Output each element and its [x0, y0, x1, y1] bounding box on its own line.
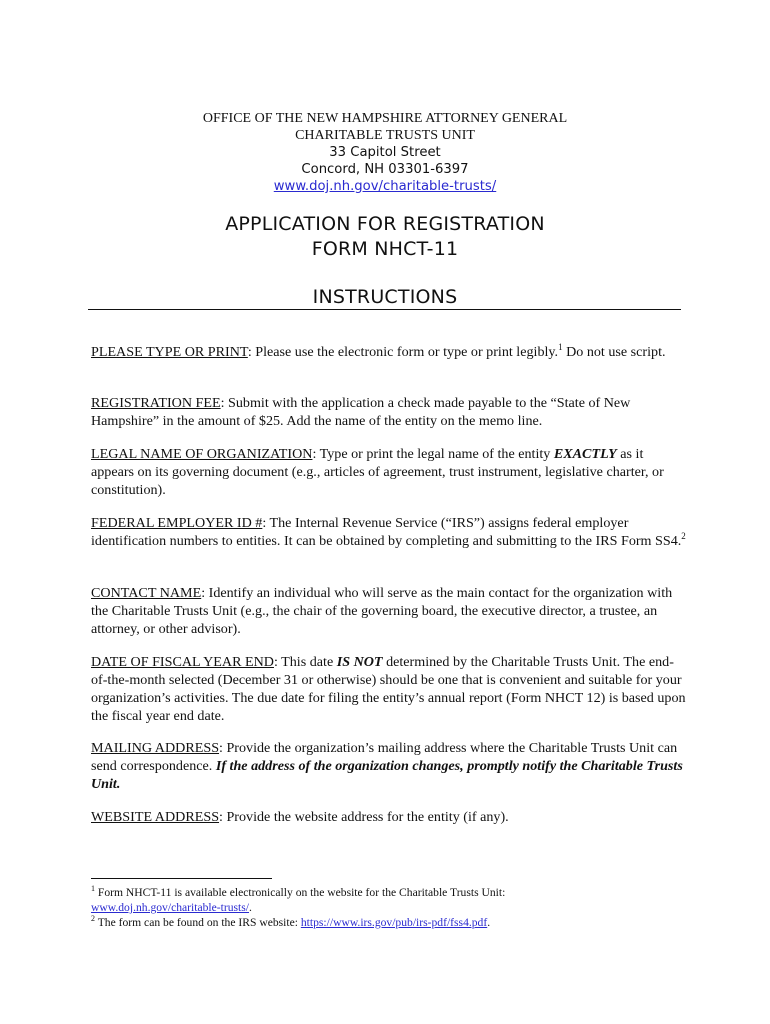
- footnote-link[interactable]: www.doj.nh.gov/charitable-trusts/: [91, 901, 249, 914]
- instruction-text: : Provide the website address for the entity (if any).: [219, 809, 509, 825]
- footnote-number: 1: [91, 884, 95, 893]
- instruction-text: : Identify an individual who will serve as the main contact for the organization with the Charitable Trusts Unit (e.g., the chair of the governing board, the executive director, a trustee, an attorney, or other advisor).: [91, 585, 673, 637]
- unit-name: CHARITABLE TRUSTS UNIT: [295, 128, 475, 143]
- instruction-contact-name: [91, 584, 686, 638]
- instruction-heading: REGISTRATION FEE: [91, 395, 221, 411]
- footnote-number: 2: [91, 914, 95, 923]
- footnote-ref: 1: [558, 342, 563, 352]
- website-row: [0, 178, 770, 195]
- form-title: APPLICATION FOR REGISTRATION: [225, 213, 545, 235]
- instruction-mailing-address: [91, 739, 686, 793]
- footnote-text: .: [487, 916, 491, 929]
- instruction-heading: WEBSITE ADDRESS: [91, 809, 220, 825]
- city-address: Concord, NH 03301-6397: [301, 162, 469, 177]
- instruction-heading: CONTACT NAME: [91, 585, 202, 601]
- form-number: FORM NHCT-11: [311, 238, 459, 260]
- instruction-registration-fee: [91, 394, 686, 430]
- instruction-text: : This date: [273, 654, 337, 670]
- footnote-link[interactable]: https://www.irs.gov/pub/irs-pdf/fss4.pdf: [300, 916, 488, 929]
- instruction-text: : Submit with the application a check made payable to the “State of New Hampshire” in the amount of $25. Add the name of the entity on the memo line.: [91, 395, 631, 429]
- instruction-heading: MAILING ADDRESS: [91, 740, 220, 756]
- footnote-text: The form can be found on the IRS website:: [95, 916, 301, 929]
- instruction-text: : Type or print the legal name of the entity: [312, 446, 554, 462]
- footnote-divider: [91, 878, 272, 879]
- instruction-federal-id: [91, 514, 686, 550]
- footnote-ref: 2: [681, 531, 686, 541]
- instruction-fiscal-year: [91, 653, 686, 725]
- footnote-2: [91, 915, 651, 930]
- instruction-text: : Provide the organization’s mailing address where the Charitable Trusts Unit can send correspondence.: [91, 740, 678, 774]
- emphasis-text: EXACTLY: [553, 446, 617, 462]
- section-divider: [88, 309, 681, 310]
- instruction-text: determined by the Charitable Trusts Unit. The end-of-the-month selected (December 31 or otherwise) should be one that is convenient and suitable for your organization’s activities. The due date for filing the entity’s annual report (Form NHCT 12) is based upon the fiscal year end date.: [91, 654, 686, 724]
- emphasis-text: IS NOT: [336, 654, 383, 670]
- instruction-text: as it appears on its governing document (e.g., articles of agreement, trust instrument, legislative charter, or constitution).: [91, 446, 664, 498]
- instruction-heading: FEDERAL EMPLOYER ID #: [91, 515, 263, 531]
- footnote-text: Form NHCT-11 is available electronically on the website for the Charitable Trusts Unit:: [95, 886, 506, 899]
- footnote-text: .: [249, 901, 252, 914]
- section-heading: INSTRUCTIONS: [312, 286, 458, 308]
- instruction-heading: LEGAL NAME OF ORGANIZATION: [91, 446, 313, 462]
- instruction-heading: PLEASE TYPE OR PRINT: [91, 344, 248, 360]
- footnote-1: [91, 885, 651, 915]
- instruction-type-or-print: [91, 343, 686, 361]
- emphasis-text: If the address of the organization changes, promptly notify the Charitable Trusts Unit.: [91, 758, 683, 792]
- instruction-legal-name: [91, 445, 686, 499]
- instruction-text: : Please use the electronic form or type or print legibly.: [247, 344, 559, 360]
- instruction-text: Do not use script.: [562, 344, 666, 360]
- instruction-text: : The Internal Revenue Service (“IRS”) assigns federal employer identification numbers to entities. It can be obtained by completing and submitting to the IRS Form SS4.: [91, 515, 682, 549]
- street-address: 33 Capitol Street: [329, 145, 441, 160]
- office-name: OFFICE OF THE NEW HAMPSHIRE ATTORNEY GENERAL: [202, 111, 568, 126]
- website-link[interactable]: www.doj.nh.gov/charitable-trusts/: [273, 179, 497, 194]
- instruction-website-address: [91, 808, 686, 826]
- instruction-heading: DATE OF FISCAL YEAR END: [91, 654, 274, 670]
